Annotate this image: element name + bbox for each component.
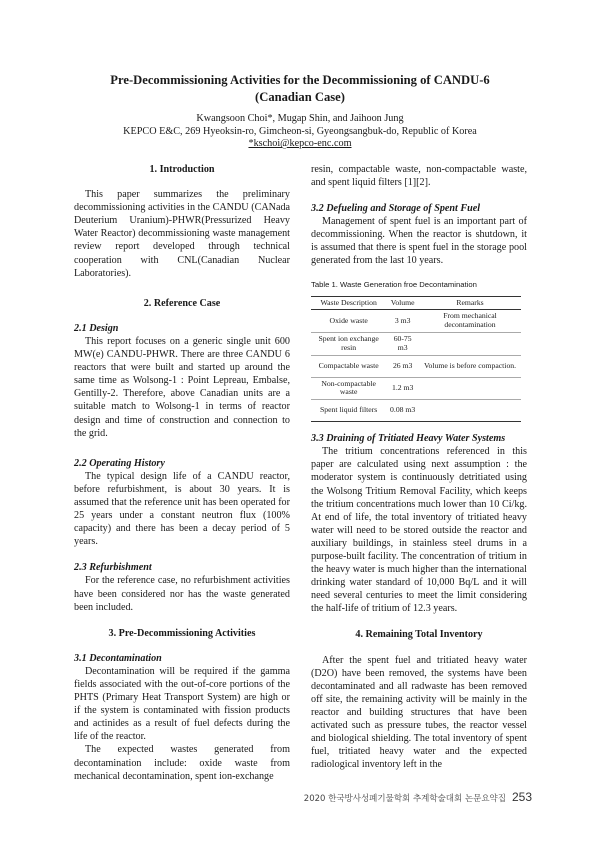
decontamination-paragraph-2-continued: resin, compactable waste, non-compactable waste, and spent liquid filters [1][2]. <box>311 164 527 189</box>
table-header-row <box>311 296 521 310</box>
title-line-2: (Canadian Case) <box>255 90 345 104</box>
section-heading-reference-case: 2. Reference Case <box>143 297 221 309</box>
email-link[interactable]: *kschoi@kepco-enc.com <box>248 138 352 150</box>
author-affiliation: KEPCO E&C, 269 Hyeoksin-ro, Gimcheon-si, Gyeongsangbuk-do, Republic of Korea <box>123 125 477 137</box>
table-cell: 26 m3 <box>386 355 419 377</box>
subsection-heading-draining: 3.3 Draining of Tritiated Heavy Water Systems <box>311 433 506 445</box>
table-header-cell: Waste Description <box>311 296 386 310</box>
table-cell: 3 m3 <box>386 310 419 333</box>
table-cell <box>419 332 521 355</box>
table-cell: Non-compactable waste <box>311 377 386 400</box>
table-cell: From mechanical decontamination <box>419 310 521 333</box>
table-row <box>311 310 521 333</box>
operating-history-paragraph: The typical design life of a CANDU reactor, before refurbishment, is about 30 years. It is assumed that the reference unit has been operated for 25 years under a constant neutron flux (100% capacity) and there has been a decay period of 5 years. <box>74 470 290 548</box>
design-paragraph: This report focuses on a generic single unit 600 MW(e) CANDU-PHWR. There are three CANDU 6 reactors that were built and started up around the same time as Wolsong-1 : Point Lepreau, Embalse, Gentilly-2. Therefore, above Canadian units are a suitable match to Wolsong-1 in terms of reactor design and time of construction and connection to the grid. <box>74 335 290 439</box>
table-cell: 1.2 m3 <box>386 377 419 400</box>
table-cell: 0.08 m3 <box>390 405 416 415</box>
left-column <box>74 163 290 783</box>
table-cell: 60-75 m3 <box>386 332 419 355</box>
table-row <box>311 332 521 355</box>
defueling-paragraph: Management of spent fuel is an important part of decommissioning. When the reactor is shutdown, it is assumed that there is spent fuel in the storage pool generated from the last 10 years. <box>311 216 527 267</box>
section-heading-pre-decommissioning: 3. Pre-Decommissioning Activities <box>108 627 256 639</box>
table-cell <box>419 400 521 422</box>
decontamination-paragraph-2: The expected wastes generated from decontamination include: oxide waste from mechanical decontamination, spent ion-exchange <box>74 744 290 782</box>
introduction-paragraph: This paper summarizes the preliminary decommissioning activities in the CANDU (CANada Deuterium Uranium)-PHWR(Pressurized Heavy Water Reactor) decommissioning waste management review report developed through technical cooperation with CNL(Canadian Nuclear Laboratories). <box>74 189 290 279</box>
table-header-cell: Volume <box>386 296 419 310</box>
author-email <box>50 138 550 151</box>
section-heading-remaining-inventory: 4. Remaining Total Inventory <box>355 629 483 641</box>
decontamination-paragraph-1: Decontamination will be required if the gamma fields associated with the out-of-core portions of the PHTS (Primary Heat Transport System) are high or if the system is contaminated with fission products and actinides as a result of fuel defects during the life of the reactor. <box>74 665 290 743</box>
section-heading-introduction: 1. Introduction <box>149 164 215 175</box>
subsection-heading-operating-history: 2.2 Operating History <box>74 457 165 469</box>
page-number: 253 <box>511 790 532 804</box>
table-cell: Spent liquid filters <box>320 405 378 415</box>
draining-paragraph: The tritium concentrations referenced in this paper are calculated using next assumption : the moderator system is continuously detritiated using the Wolsong Tritium Removal Facility, which keeps the tritium concentrations much lower than 10 Ci/kg. At end of life, the total inventory of tritiated heavy water will need to be stored outside the reactor and auxiliary buildings, in stainless steel drums in a purpose-built facility. The concentration of tritium in the heavy water is much higher than the international drinking water standard of 10,000 Bq/L and it will need several centuries to meet the limit considering the half-life of tritium of 12.3 years. <box>311 446 527 615</box>
subsection-heading-decontamination: 3.1 Decontamination <box>74 652 162 664</box>
paper-title <box>60 72 540 106</box>
title-line-1: Pre-Decommissioning Activities for the Decommissioning of CANDU-6 <box>110 73 490 87</box>
author-names: Kwangsoon Choi*, Mugap Shin, and Jaihoon Jung <box>196 113 404 124</box>
author-block <box>50 113 550 151</box>
table-row <box>311 377 521 400</box>
table-caption: Table 1. Waste Generation froe Decontamination <box>311 280 477 290</box>
subsection-heading-design: 2.1 Design <box>74 322 119 334</box>
right-column <box>311 163 527 771</box>
footer-proceedings-title: 2020 한국방사성폐기물학회 추계학술대회 논문요약집 <box>303 794 506 804</box>
table-row <box>311 400 521 422</box>
table-cell: Oxide waste <box>311 310 386 333</box>
refurbishment-paragraph: For the reference case, no refurbishment activities have been considered nor has the waste generated been included. <box>74 575 290 613</box>
table-row <box>311 355 521 377</box>
subsection-heading-refurbishment: 2.3 Refurbishment <box>74 562 152 574</box>
table-cell <box>419 377 521 400</box>
subsection-heading-defueling: 3.2 Defueling and Storage of Spent Fuel <box>311 203 481 214</box>
table-cell: Compactable waste <box>311 355 386 377</box>
table-cell: Spent ion exchange resin <box>311 332 386 355</box>
page-footer <box>304 790 532 804</box>
waste-table <box>311 296 521 423</box>
table-cell: Volume is before compaction. <box>419 355 521 377</box>
remaining-inventory-paragraph: After the spent fuel and tritiated heavy water (D2O) have been removed, the systems have been decontaminated and all radwaste has been removed off site, the remaining activity will be mainly in the reactor and building structures that have been activated such as pressure tubes, the reactor vessel and biological shielding. The total inventory of spent fuel, tritiated heavy water and the expected radiological inventory left in the <box>311 654 527 771</box>
table-header-cell: Remarks <box>419 296 521 310</box>
